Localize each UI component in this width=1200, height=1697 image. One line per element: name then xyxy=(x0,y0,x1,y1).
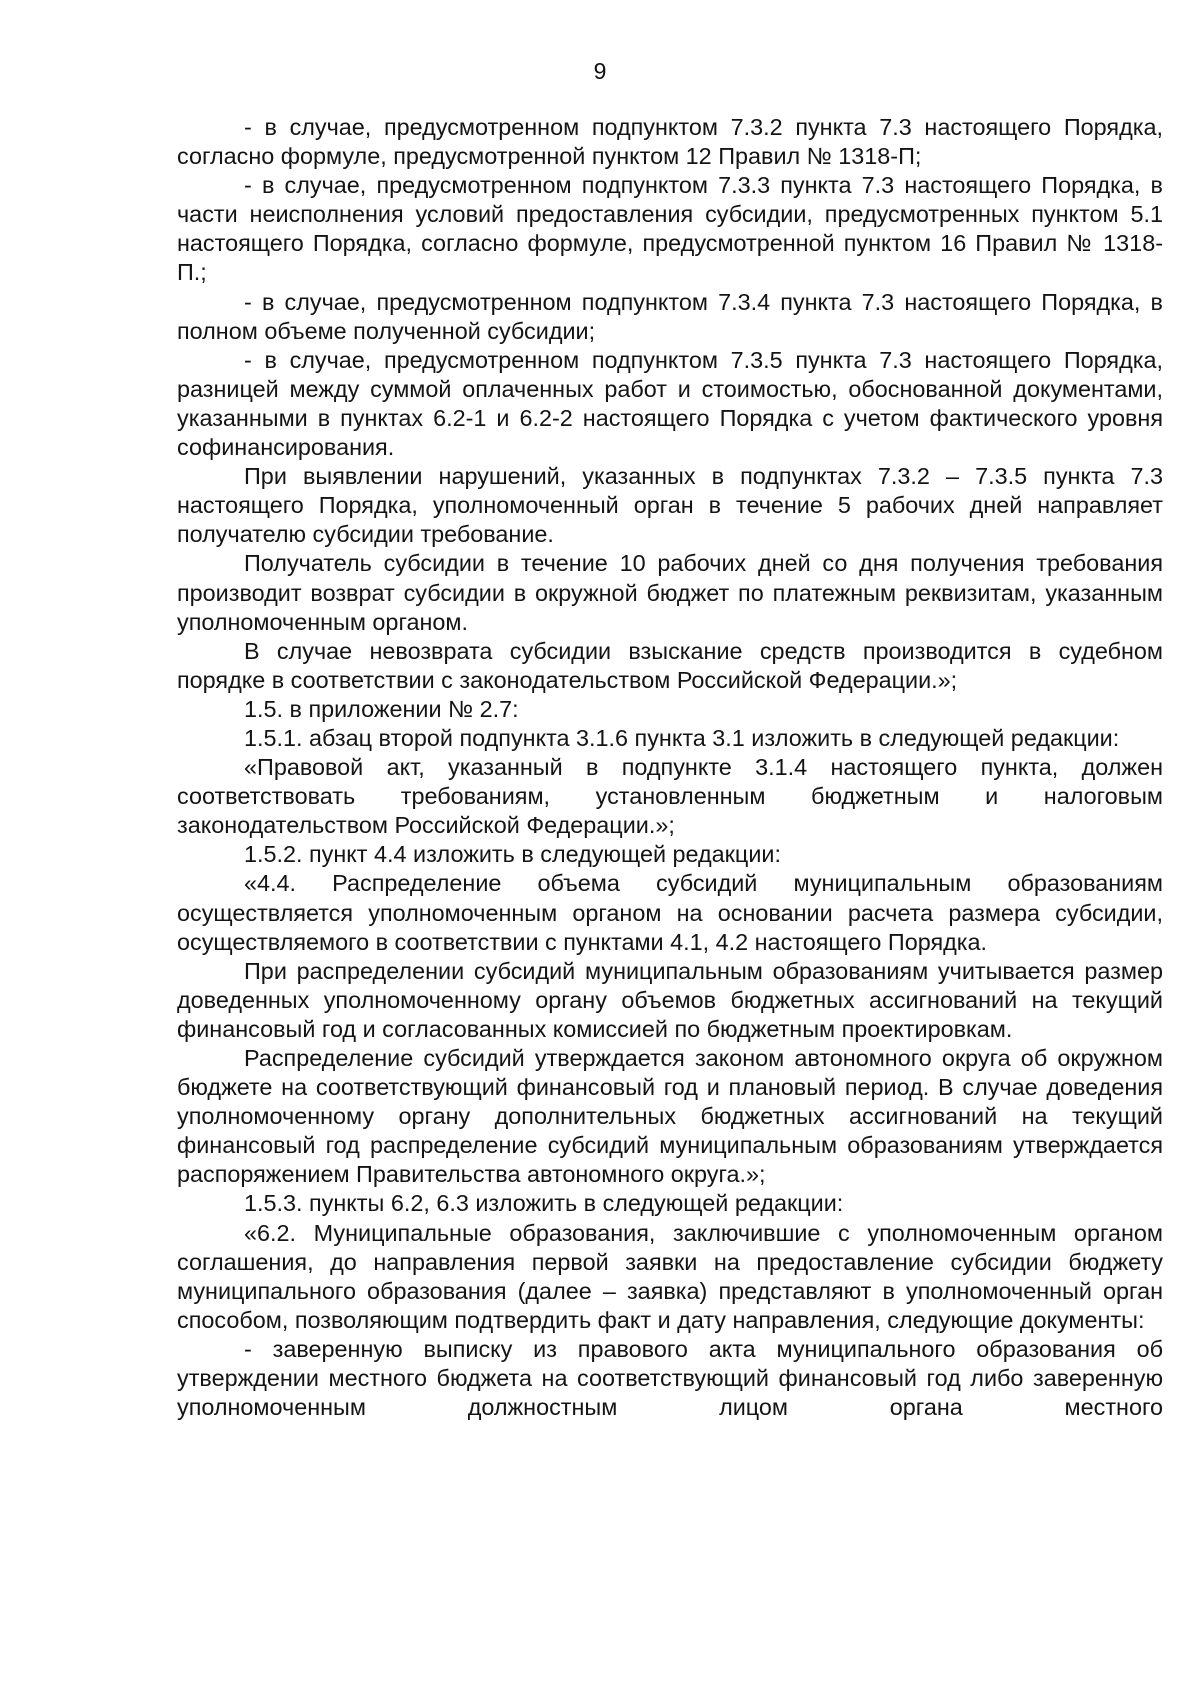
document-body xyxy=(177,113,1163,1422)
paragraph: При выявлении нарушений, указанных в подпунктах 7.3.2 – 7.3.5 пункта 7.3 настоящего Порядка, уполномоченный орган в течение 5 рабочих дней направляет получателю субсидии требование. xyxy=(177,463,1163,548)
paragraph: 1.5.1. абзац второй подпункта 3.1.6 пункта 3.1 изложить в следующей редакции: xyxy=(244,724,1120,751)
page-number: 9 xyxy=(593,58,607,84)
paragraph: - в случае, предусмотренном подпунктом 7.3.2 пункта 7.3 настоящего Порядка, согласно формуле, предусмотренной пунктом 12 Правил № 1318-П; xyxy=(177,114,1163,170)
paragraph: Распределение субсидий утверждается законом автономного округа об окружном бюджете на соответствующий финансовый год и плановый период. В случае доведения уполномоченному органу дополнительных бюджетных ассигнований на текущий финансовый год распределение субсидий муниципальным образованиям утверждается распоряжением Правительства автономного округа.»; xyxy=(177,1045,1163,1188)
paragraph: 1.5.3. пункты 6.2, 6.3 изложить в следующей редакции: xyxy=(244,1190,844,1217)
paragraph: - заверенную выписку из правового акта муниципального образования об утверждении местного бюджета на соответствующий финансовый год либо заверенную уполномоченным должностным лицом органа местного xyxy=(177,1335,1163,1421)
paragraph: - в случае, предусмотренном подпунктом 7.3.5 пункта 7.3 настоящего Порядка, разницей между суммой оплаченных работ и стоимостью, обоснованной документами, указанными в пунктах 6.2-1 и 6.2-2 настоящего Порядка с учетом фактического уровня софинансирования. xyxy=(177,346,1163,461)
paragraph: 1.5. в приложении № 2.7: xyxy=(244,695,519,722)
paragraph: «Правовой акт, указанный в подпункте 3.1.4 настоящего пункта, должен соответствовать требованиям, установленным бюджетным и налоговым законодательством Российской Федерации.»; xyxy=(177,754,1163,839)
paragraph: «6.2. Муниципальные образования, заключившие с уполномоченным органом соглашения, до направления первой заявки на предоставление субсидии бюджету муниципального образования (далее – заявка) представляют в уполномоченный орган способом, позволяющим подтвердить факт и дату направления, следующие документы: xyxy=(177,1219,1163,1333)
paragraph: Получатель субсидии в течение 10 рабочих дней со дня получения требования производит возврат субсидии в окружной бюджет по платежным реквизитам, указанным уполномоченным органом. xyxy=(177,550,1163,635)
paragraph: 1.5.2. пункт 4.4 изложить в следующей редакции: xyxy=(244,841,781,868)
paragraph: При распределении субсидий муниципальным образованиям учитывается размер доведенных уполномоченному органу объемов бюджетных ассигнований на текущий финансовый год и согласованных комиссией по бюджетным проектировкам. xyxy=(177,957,1163,1042)
paragraph: - в случае, предусмотренном подпунктом 7.3.3 пункта 7.3 настоящего Порядка, в части неисполнения условий предоставления субсидии, предусмотренных пунктом 5.1 настоящего Порядка, согласно формуле, предусмотренной пунктом 16 Правил № 1318-П.; xyxy=(177,172,1163,286)
paragraph: «4.4. Распределение объема субсидий муниципальным образованиям осуществляется уполномоченным органом на основании расчета размера субсидии, осуществляемого в соответствии с пунктами 4.1, 4.2 настоящего Порядка. xyxy=(177,870,1163,955)
paragraph: В случае невозврата субсидии взыскание средств производится в судебном порядке в соответствии с законодательством Российской Федерации.»; xyxy=(177,637,1163,693)
paragraph: - в случае, предусмотренном подпунктом 7.3.4 пункта 7.3 настоящего Порядка, в полном объеме полученной субсидии; xyxy=(177,288,1163,344)
